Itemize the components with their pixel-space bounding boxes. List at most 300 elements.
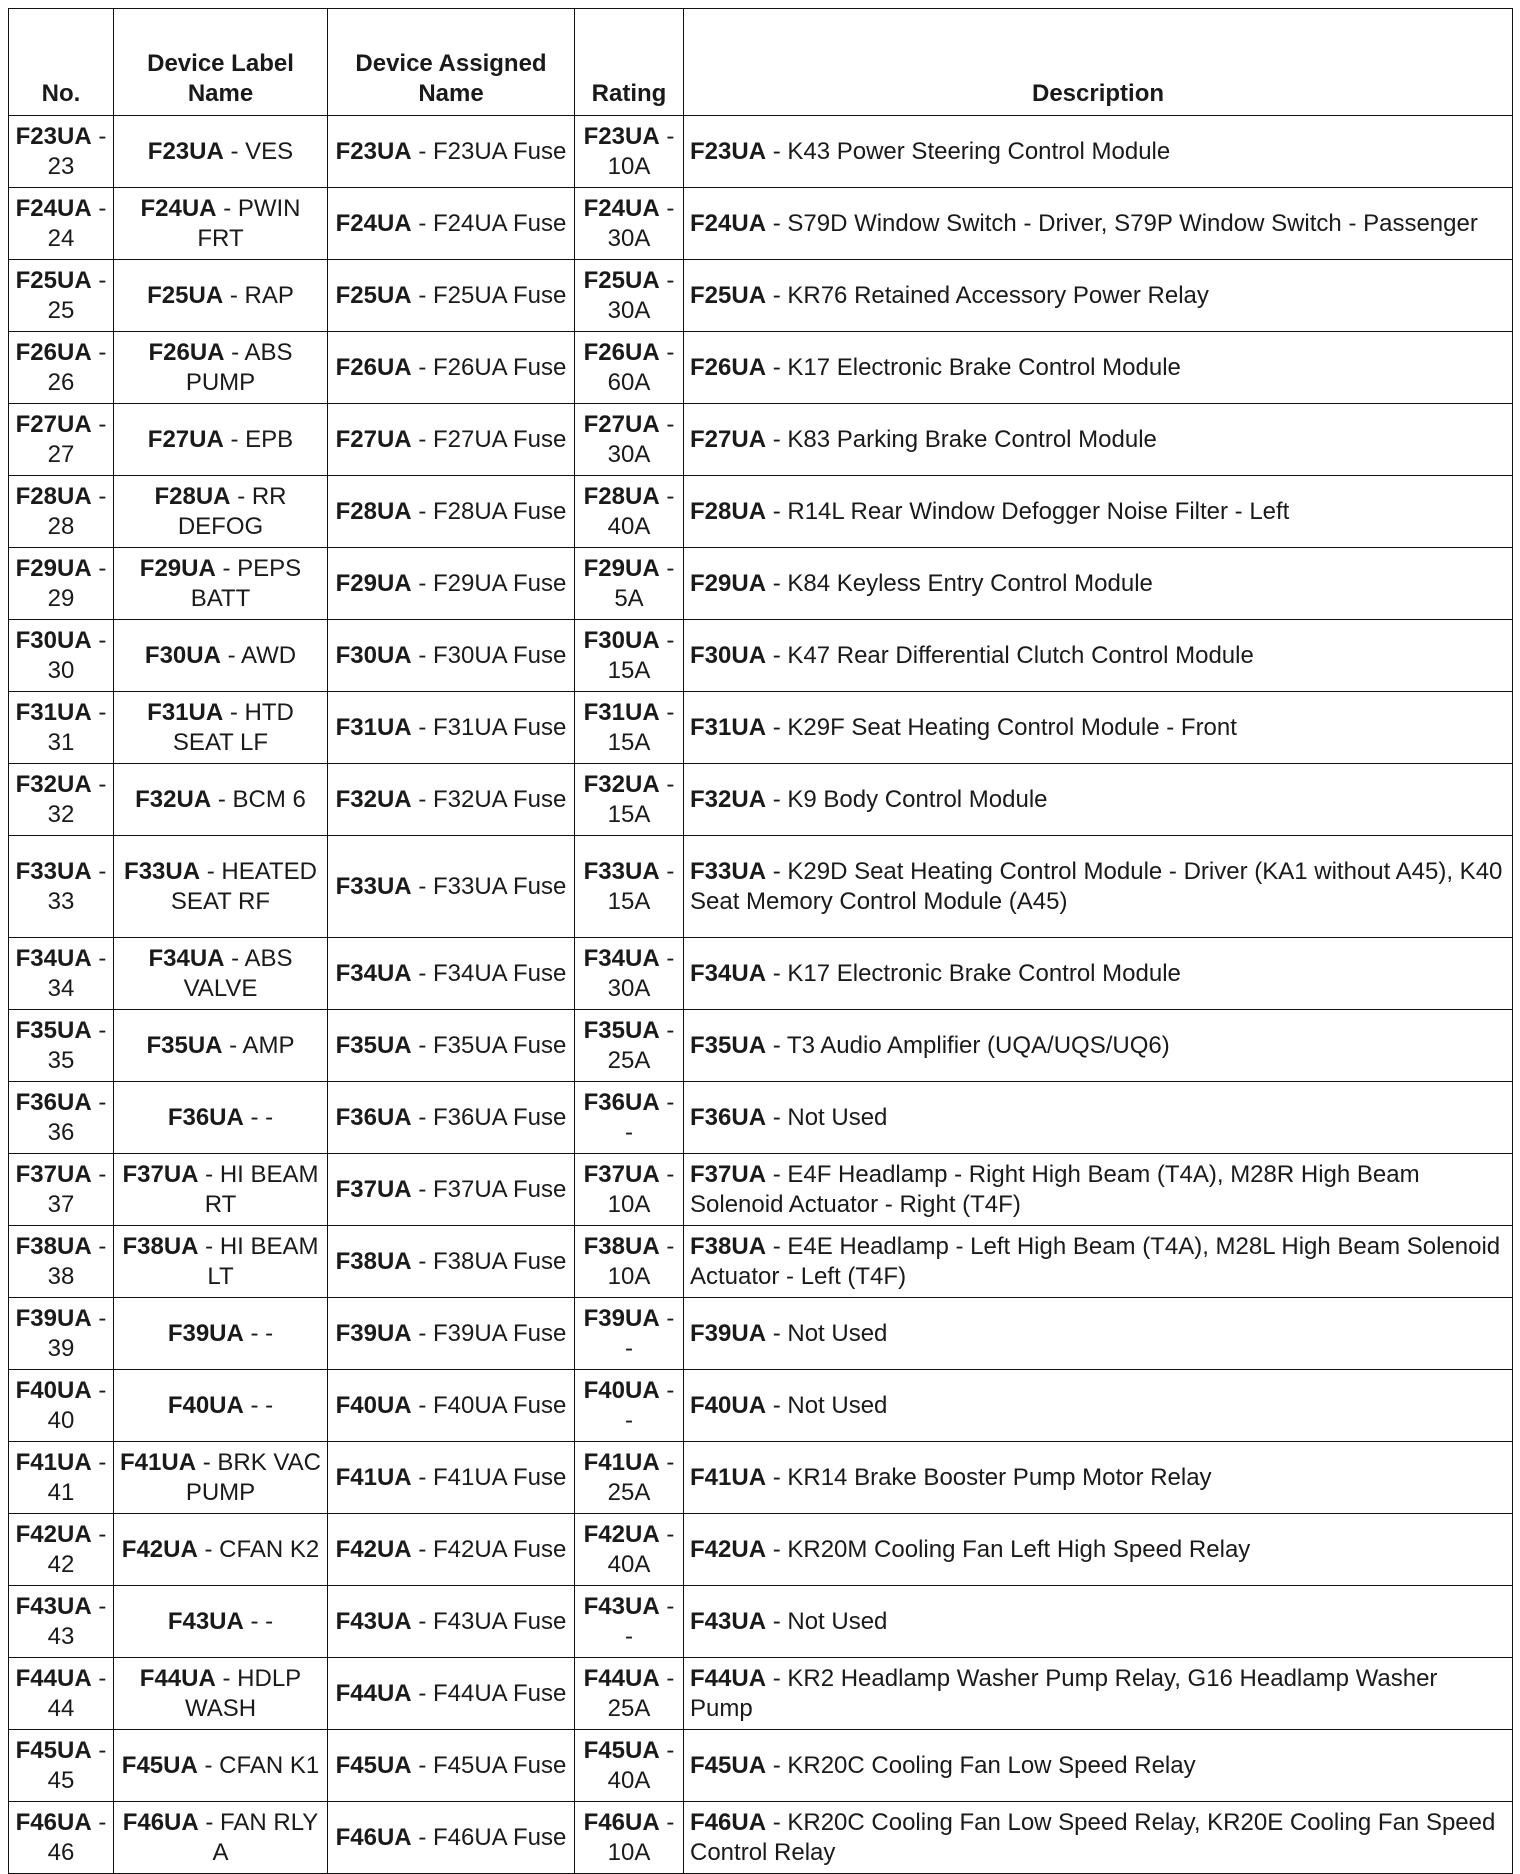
fuse-id: F35UA (583, 1016, 660, 1044)
fuse-id: F30UA (583, 626, 660, 654)
cell-text: - PWIN FRT (197, 194, 301, 252)
fuse-id: F25UA (583, 266, 660, 294)
cell-text: - 40 (47, 1376, 107, 1434)
cell-text: - F31UA Fuse (418, 713, 567, 741)
cell-no (9, 836, 114, 938)
fuse-id: F30UA (335, 641, 412, 669)
cell-rating (575, 1514, 684, 1586)
cell-text: - 39 (47, 1304, 107, 1362)
cell-text: - 24 (47, 194, 107, 252)
cell-device-label-name (114, 836, 328, 938)
cell-description (684, 1226, 1513, 1298)
cell-text: - K17 Electronic Brake Control Module (772, 353, 1181, 381)
cell-device-assigned-name (328, 1154, 575, 1226)
cell-no (9, 1442, 114, 1514)
cell-no (9, 1082, 114, 1154)
cell-device-assigned-name (328, 692, 575, 764)
fuse-id: F38UA (15, 1232, 92, 1260)
cell-text: - 30A (607, 410, 675, 468)
cell-text: - 38 (47, 1232, 107, 1290)
cell-no (9, 404, 114, 476)
fuse-id: F38UA (583, 1232, 660, 1260)
cell-description (684, 260, 1513, 332)
cell-rating (575, 188, 684, 260)
cell-description (684, 188, 1513, 260)
fuse-id: F40UA (167, 1391, 244, 1419)
cell-rating (575, 620, 684, 692)
cell-text: - 15A (607, 770, 675, 828)
cell-text: - S79D Window Switch - Driver, S79P Window Switch - Passenger (772, 209, 1478, 237)
fuse-id: F42UA (335, 1535, 412, 1563)
header-no: No. (9, 9, 114, 116)
cell-device-assigned-name (328, 404, 575, 476)
fuse-id: F32UA (690, 785, 767, 813)
fuse-id: F25UA (335, 281, 412, 309)
cell-rating (575, 404, 684, 476)
fuse-id: F32UA (335, 785, 412, 813)
cell-description (684, 692, 1513, 764)
cell-text: - 30A (607, 266, 675, 324)
cell-no (9, 1514, 114, 1586)
cell-no (9, 476, 114, 548)
fuse-id: F36UA (690, 1103, 767, 1131)
fuse-id: F33UA (335, 872, 412, 900)
table-row (9, 404, 1513, 476)
cell-text: - 10A (607, 122, 675, 180)
cell-text: - BRK VAC PUMP (185, 1448, 321, 1506)
cell-text: - F41UA Fuse (418, 1463, 567, 1491)
fuse-id: F43UA (15, 1592, 92, 1620)
cell-text: - Not Used (772, 1607, 888, 1635)
cell-text: - F35UA Fuse (418, 1031, 567, 1059)
cell-device-label-name (114, 116, 328, 188)
fuse-id: F46UA (15, 1808, 92, 1836)
cell-device-label-name (114, 1226, 328, 1298)
fuse-id: F38UA (335, 1247, 412, 1275)
cell-no (9, 1802, 114, 1874)
cell-text: - F28UA Fuse (418, 497, 567, 525)
table-row (9, 188, 1513, 260)
cell-device-label-name (114, 548, 328, 620)
cell-text: - 35 (47, 1016, 107, 1074)
cell-no (9, 1298, 114, 1370)
table-row (9, 1298, 1513, 1370)
fuse-id: F45UA (583, 1736, 660, 1764)
cell-text: - - (625, 1376, 675, 1434)
fuse-id: F45UA (15, 1736, 92, 1764)
fuse-id: F36UA (167, 1103, 244, 1131)
cell-text: - E4E Headlamp - Left High Beam (T4A), M28L High Beam Solenoid Actuator - Left (T4F) (690, 1232, 1501, 1290)
cell-no (9, 332, 114, 404)
cell-text: - - (625, 1592, 675, 1650)
fuse-id: F34UA (15, 944, 92, 972)
cell-text: - 42 (47, 1520, 107, 1578)
fuse-id: F43UA (335, 1607, 412, 1635)
fuse-id: F37UA (15, 1160, 92, 1188)
cell-device-label-name (114, 1442, 328, 1514)
cell-rating (575, 1658, 684, 1730)
cell-description (684, 332, 1513, 404)
cell-text: - HTD SEAT LF (172, 698, 294, 756)
cell-description (684, 1082, 1513, 1154)
fuse-id: F25UA (147, 281, 224, 309)
fuse-id: F44UA (15, 1664, 92, 1692)
fuse-id: F26UA (148, 338, 225, 366)
fuse-id: F43UA (583, 1592, 660, 1620)
table-row (9, 1370, 1513, 1442)
fuse-id: F26UA (690, 353, 767, 381)
fuse-id: F27UA (15, 410, 92, 438)
cell-description (684, 938, 1513, 1010)
cell-text: - 44 (47, 1664, 107, 1722)
fuse-id: F28UA (154, 482, 231, 510)
fuse-id: F40UA (15, 1376, 92, 1404)
cell-text: - 10A (607, 1232, 675, 1290)
fuse-id: F31UA (690, 713, 767, 741)
fuse-id: F39UA (690, 1319, 767, 1347)
fuse-id: F41UA (335, 1463, 412, 1491)
cell-text: - 25A (607, 1016, 675, 1074)
cell-text: - - (250, 1391, 274, 1419)
cell-text: - F38UA Fuse (418, 1247, 567, 1275)
cell-description (684, 836, 1513, 938)
fuse-id: F33UA (583, 857, 660, 885)
fuse-id: F28UA (690, 497, 767, 525)
fuse-id: F37UA (583, 1160, 660, 1188)
cell-text: - 25 (47, 266, 107, 324)
fuse-id: F33UA (124, 857, 201, 885)
cell-text: - F33UA Fuse (418, 872, 567, 900)
cell-rating (575, 764, 684, 836)
fuse-id: F36UA (335, 1103, 412, 1131)
cell-text: - F27UA Fuse (418, 425, 567, 453)
fuse-id: F35UA (335, 1031, 412, 1059)
cell-text: - F24UA Fuse (418, 209, 567, 237)
fuse-id: F27UA (147, 425, 224, 453)
table-row (9, 476, 1513, 548)
fuse-id: F23UA (690, 137, 767, 165)
cell-no (9, 260, 114, 332)
cell-text: - 36 (47, 1088, 107, 1146)
cell-text: - F44UA Fuse (418, 1679, 567, 1707)
fuse-id: F29UA (15, 554, 92, 582)
cell-device-label-name (114, 764, 328, 836)
cell-text: - F40UA Fuse (418, 1391, 567, 1419)
fuse-id: F43UA (167, 1607, 244, 1635)
cell-text: - 31 (47, 698, 107, 756)
table-row (9, 548, 1513, 620)
fuse-id: F37UA (122, 1160, 199, 1188)
cell-text: - KR20C Cooling Fan Low Speed Relay, KR20E Cooling Fan Speed Control Relay (690, 1808, 1496, 1866)
cell-rating (575, 1586, 684, 1658)
fuse-id: F30UA (144, 641, 221, 669)
table-row (9, 116, 1513, 188)
fuse-id: F29UA (335, 569, 412, 597)
cell-rating (575, 1802, 684, 1874)
cell-rating (575, 1442, 684, 1514)
cell-device-label-name (114, 188, 328, 260)
cell-no (9, 188, 114, 260)
cell-description (684, 548, 1513, 620)
cell-device-assigned-name (328, 1442, 575, 1514)
cell-text: - KR76 Retained Accessory Power Relay (772, 281, 1209, 309)
cell-description (684, 620, 1513, 692)
cell-text: - Not Used (772, 1103, 888, 1131)
fuse-id: F34UA (690, 959, 767, 987)
cell-description (684, 1010, 1513, 1082)
cell-device-assigned-name (328, 1730, 575, 1802)
cell-text: - Not Used (772, 1319, 888, 1347)
cell-description (684, 1658, 1513, 1730)
cell-device-assigned-name (328, 1082, 575, 1154)
cell-text: - F29UA Fuse (418, 569, 567, 597)
header-rating: Rating (575, 9, 684, 116)
cell-device-label-name (114, 260, 328, 332)
cell-text: - F26UA Fuse (418, 353, 567, 381)
cell-device-label-name (114, 332, 328, 404)
cell-text: - - (625, 1088, 675, 1146)
table-row (9, 1082, 1513, 1154)
cell-no (9, 116, 114, 188)
cell-text: - - (625, 1304, 675, 1362)
cell-description (684, 1154, 1513, 1226)
cell-text: - 15A (607, 626, 675, 684)
cell-device-assigned-name (328, 1514, 575, 1586)
cell-text: - F42UA Fuse (418, 1535, 567, 1563)
cell-text: - - (250, 1103, 274, 1131)
fuse-id: F42UA (690, 1535, 767, 1563)
header-device-label-name: Device Label Name (114, 9, 328, 116)
cell-text: - F30UA Fuse (418, 641, 567, 669)
cell-text: - F46UA Fuse (418, 1823, 567, 1851)
cell-rating (575, 938, 684, 1010)
fuse-id: F29UA (583, 554, 660, 582)
cell-text: - HDLP WASH (184, 1664, 302, 1722)
fuse-id: F23UA (583, 122, 660, 150)
cell-rating (575, 1082, 684, 1154)
cell-text: - CFAN K1 (204, 1751, 320, 1779)
table-row (9, 260, 1513, 332)
cell-device-label-name (114, 938, 328, 1010)
table-row (9, 332, 1513, 404)
cell-device-assigned-name (328, 620, 575, 692)
fuse-id: F44UA (139, 1664, 216, 1692)
fuse-id: F32UA (15, 770, 92, 798)
fuse-id: F42UA (15, 1520, 92, 1548)
cell-text: - 25A (607, 1448, 675, 1506)
cell-text: - VES (230, 137, 294, 165)
fuse-id: F36UA (583, 1088, 660, 1116)
cell-text: - KR14 Brake Booster Pump Motor Relay (772, 1463, 1212, 1491)
cell-device-label-name (114, 1154, 328, 1226)
fuse-id: F44UA (583, 1664, 660, 1692)
cell-device-assigned-name (328, 476, 575, 548)
cell-description (684, 1802, 1513, 1874)
cell-text: - F32UA Fuse (418, 785, 567, 813)
fuse-table-sheet (8, 8, 1512, 1874)
fuse-id: F39UA (583, 1304, 660, 1332)
cell-text: - CFAN K2 (204, 1535, 320, 1563)
cell-device-assigned-name (328, 260, 575, 332)
fuse-id: F23UA (15, 122, 92, 150)
cell-device-assigned-name (328, 836, 575, 938)
fuse-id: F31UA (583, 698, 660, 726)
table-row (9, 1730, 1513, 1802)
fuse-id: F45UA (690, 1751, 767, 1779)
cell-text: - AMP (229, 1031, 295, 1059)
fuse-id: F24UA (335, 209, 412, 237)
fuse-id: F44UA (335, 1679, 412, 1707)
fuse-id: F40UA (690, 1391, 767, 1419)
cell-device-assigned-name (328, 1226, 575, 1298)
cell-text: - F37UA Fuse (418, 1175, 567, 1203)
cell-device-assigned-name (328, 1658, 575, 1730)
cell-device-assigned-name (328, 1586, 575, 1658)
cell-text: - KR20M Cooling Fan Left High Speed Relay (772, 1535, 1251, 1563)
table-body (9, 116, 1513, 1874)
cell-rating (575, 1154, 684, 1226)
fuse-id: F36UA (15, 1088, 92, 1116)
fuse-id: F40UA (583, 1376, 660, 1404)
cell-text: - KR20C Cooling Fan Low Speed Relay (772, 1751, 1196, 1779)
cell-text: - EPB (230, 425, 294, 453)
cell-device-label-name (114, 620, 328, 692)
table-row (9, 764, 1513, 836)
cell-text: - KR2 Headlamp Washer Pump Relay, G16 Headlamp Washer Pump (690, 1664, 1438, 1722)
fuse-id: F27UA (335, 425, 412, 453)
cell-text: - E4F Headlamp - Right High Beam (T4A), M28R High Beam Solenoid Actuator - Right (T4F) (690, 1160, 1420, 1218)
table-row (9, 836, 1513, 938)
fuse-id: F46UA (690, 1808, 767, 1836)
fuse-id: F39UA (335, 1319, 412, 1347)
cell-device-label-name (114, 692, 328, 764)
cell-no (9, 548, 114, 620)
header-device-assigned-name: Device Assigned Name (328, 9, 575, 116)
cell-no (9, 1154, 114, 1226)
cell-rating (575, 1298, 684, 1370)
cell-text: - BCM 6 (217, 785, 306, 813)
cell-text: - 43 (47, 1592, 107, 1650)
cell-device-assigned-name (328, 548, 575, 620)
cell-no (9, 1730, 114, 1802)
table-row (9, 1802, 1513, 1874)
fuse-id: F41UA (583, 1448, 660, 1476)
fuse-id: F35UA (146, 1031, 223, 1059)
fuse-id: F34UA (335, 959, 412, 987)
table-row (9, 620, 1513, 692)
fuse-id: F37UA (690, 1160, 767, 1188)
cell-text: - RAP (229, 281, 294, 309)
cell-device-label-name (114, 1658, 328, 1730)
fuse-id: F34UA (583, 944, 660, 972)
fuse-id: F27UA (690, 425, 767, 453)
cell-rating (575, 1730, 684, 1802)
header-description: Description (684, 9, 1513, 116)
cell-device-assigned-name (328, 1010, 575, 1082)
fuse-id: F28UA (15, 482, 92, 510)
cell-text: - 10A (607, 1160, 675, 1218)
cell-description (684, 1586, 1513, 1658)
fuse-id: F44UA (690, 1664, 767, 1692)
cell-text: - Not Used (772, 1391, 888, 1419)
cell-text: - 40A (607, 1736, 675, 1794)
cell-rating (575, 260, 684, 332)
fuse-id: F35UA (15, 1016, 92, 1044)
cell-text: - 29 (47, 554, 107, 612)
table-row (9, 1514, 1513, 1586)
fuse-id: F26UA (15, 338, 92, 366)
cell-text: - F39UA Fuse (418, 1319, 567, 1347)
cell-device-label-name (114, 404, 328, 476)
cell-description (684, 116, 1513, 188)
cell-no (9, 938, 114, 1010)
cell-text: - - (250, 1319, 274, 1347)
fuse-id: F24UA (583, 194, 660, 222)
cell-rating (575, 476, 684, 548)
table-row (9, 1226, 1513, 1298)
fuse-id: F33UA (690, 857, 767, 885)
cell-text: - HEATED SEAT RF (170, 857, 317, 915)
fuse-id: F33UA (15, 857, 92, 885)
fuse-id: F25UA (690, 281, 767, 309)
cell-device-assigned-name (328, 188, 575, 260)
cell-rating (575, 548, 684, 620)
cell-text: - 15A (607, 857, 675, 915)
cell-text: - 60A (607, 338, 675, 396)
cell-device-assigned-name (328, 1802, 575, 1874)
cell-device-assigned-name (328, 116, 575, 188)
cell-text: - F34UA Fuse (418, 959, 567, 987)
fuse-id: F34UA (148, 944, 225, 972)
cell-text: - HI BEAM RT (204, 1160, 319, 1218)
fuse-id: F46UA (335, 1823, 412, 1851)
cell-text: - 23 (47, 122, 107, 180)
table-row (9, 1154, 1513, 1226)
fuse-id: F24UA (690, 209, 767, 237)
cell-device-label-name (114, 1298, 328, 1370)
cell-text: - K43 Power Steering Control Module (772, 137, 1171, 165)
cell-device-label-name (114, 1010, 328, 1082)
cell-text: - HI BEAM LT (205, 1232, 319, 1290)
cell-description (684, 1298, 1513, 1370)
fuse-id: F24UA (15, 194, 92, 222)
cell-text: - F25UA Fuse (418, 281, 567, 309)
cell-text: - K29F Seat Heating Control Module - Front (772, 713, 1237, 741)
cell-text: - 32 (47, 770, 107, 828)
cell-text: - 46 (47, 1808, 107, 1866)
cell-device-assigned-name (328, 764, 575, 836)
cell-text: - 37 (47, 1160, 107, 1218)
fuse-id: F39UA (15, 1304, 92, 1332)
cell-no (9, 620, 114, 692)
cell-device-label-name (114, 1802, 328, 1874)
fuse-id: F31UA (147, 698, 224, 726)
cell-text: - R14L Rear Window Defogger Noise Filter - Left (772, 497, 1290, 525)
cell-text: - 26 (47, 338, 107, 396)
cell-device-label-name (114, 1730, 328, 1802)
cell-no (9, 692, 114, 764)
fuse-id: F30UA (690, 641, 767, 669)
fuse-table (8, 8, 1513, 1874)
cell-text: - K29D Seat Heating Control Module - Driver (KA1 without A45), K40 Seat Memory Control Module (A45) (690, 857, 1503, 915)
fuse-id: F45UA (121, 1751, 198, 1779)
cell-device-label-name (114, 1082, 328, 1154)
cell-rating (575, 1010, 684, 1082)
fuse-id: F31UA (335, 713, 412, 741)
cell-text: - 10A (607, 1808, 675, 1866)
cell-device-label-name (114, 476, 328, 548)
cell-description (684, 764, 1513, 836)
